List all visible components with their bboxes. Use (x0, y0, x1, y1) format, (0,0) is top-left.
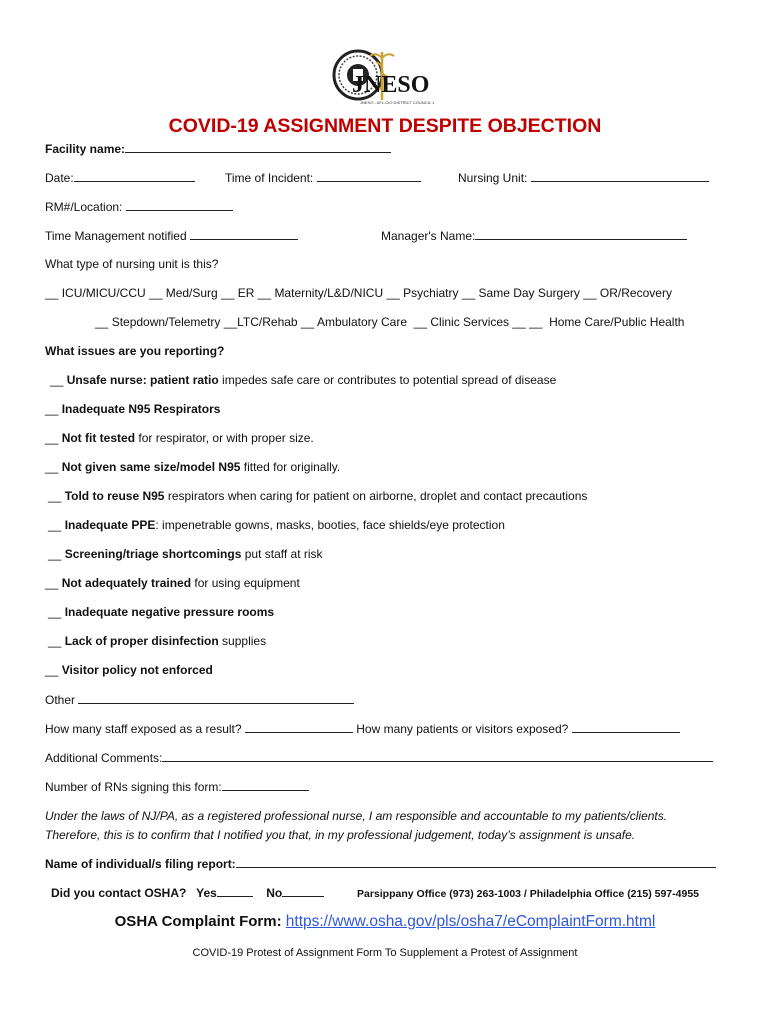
unit-option[interactable]: Clinic Services (430, 315, 510, 329)
unit-options-row-2: __ Stepdown/Telemetry __LTC/Rehab __ Ambulatory Care __ Clinic Services __ __ Home Care/Public Health (95, 315, 685, 329)
statement-line-2: Therefore, this is to confirm that I notified you that, in my professional judgement, today’s assignment is unsafe. (45, 828, 636, 842)
date-field[interactable] (74, 170, 195, 182)
issues-heading: What issues are you reporting? (45, 344, 225, 358)
footer-text: COVID-19 Protest of Assignment Form To Supplement a Protest of Assignment (192, 947, 578, 959)
staff-exposed-label: How many staff exposed as a result? (45, 722, 242, 736)
statement-line-1: Under the laws of NJ/PA, as a registered professional nurse, I am responsible and accountable to my patients/clients. (45, 809, 668, 823)
time-of-incident-label: Time of Incident: (225, 171, 314, 185)
issue-item[interactable]: __ Lack of proper disinfection supplies (48, 634, 267, 648)
managers-name-row (381, 228, 687, 244)
additional-comments-field[interactable] (162, 750, 713, 762)
date-row (45, 170, 195, 186)
filing-name-field[interactable] (236, 856, 716, 868)
other-field[interactable] (78, 692, 354, 704)
nursing-unit-row (458, 170, 709, 186)
issue-item[interactable]: __ Not adequately trained for using equipment (45, 576, 300, 590)
facility-name-field[interactable] (125, 141, 391, 153)
no-field[interactable] (282, 885, 324, 897)
issue-item[interactable]: __ Not given same size/model N95 fitted for originally. (45, 460, 341, 474)
rm-location-field[interactable] (126, 199, 233, 211)
time-of-incident-row (225, 170, 421, 186)
issue-item[interactable]: __ Inadequate PPE: impenetrable gowns, masks, booties, face shields/eye protection (48, 518, 505, 532)
yes-field[interactable] (217, 885, 253, 897)
issue-item[interactable]: __ Inadequate N95 Respirators (45, 402, 221, 416)
unit-option[interactable]: Home Care/Public Health (549, 315, 685, 329)
time-management-label: Time Management notified (45, 229, 187, 243)
unit-options-row-1: __ ICU/MICU/CCU __ Med/Surg __ ER __ Maternity/L&D/NICU __ Psychiatry __ Same Day Surgery __ OR/Recovery (45, 286, 672, 300)
time-of-incident-field[interactable] (317, 170, 421, 182)
filing-name-label: Name of individual/s filing report: (45, 857, 236, 871)
date-label: Date: (45, 171, 74, 185)
issue-item[interactable]: __ Visitor policy not enforced (45, 663, 213, 677)
additional-comments-label: Additional Comments: (45, 751, 163, 765)
managers-name-field[interactable] (475, 228, 687, 240)
form-title: COVID-19 ASSIGNMENT DESPITE OBJECTION (168, 115, 602, 137)
patients-exposed-label: How many patients or visitors exposed? (356, 722, 569, 736)
contact-osha-row (51, 885, 324, 901)
office-phones: Parsippany Office (973) 263-1003 / Philadelphia Office (215) 597-4955 (357, 888, 699, 900)
other-label: Other (45, 693, 76, 707)
other-row (45, 692, 354, 708)
additional-comments-row (45, 750, 713, 766)
rm-location-row (45, 199, 233, 215)
rns-signing-label: Number of RNs signing this form: (45, 780, 222, 794)
unit-option[interactable]: ICU/MICU/CCU (61, 286, 146, 300)
staff-exposed-field[interactable] (245, 721, 353, 733)
issue-item[interactable]: __ Told to reuse N95 respirators when caring for patient on airborne, droplet and contact precautions (48, 489, 588, 503)
issue-item[interactable]: __ Inadequate negative pressure rooms (48, 605, 275, 619)
unit-option[interactable]: Med/Surg (165, 286, 218, 300)
time-management-field[interactable] (190, 228, 298, 240)
unit-option[interactable]: Stepdown/Telemetry (111, 315, 221, 329)
issue-item[interactable]: __ Not fit tested for respirator, or with proper size. (45, 431, 314, 445)
unit-option[interactable]: LTC/Rehab (237, 315, 298, 329)
yes-label: Yes (196, 886, 217, 900)
logo-subtext: JNESO - AFL-CIO DISTRICT COUNCIL 1 (360, 100, 435, 105)
osha-complaint-row (0, 912, 770, 932)
unit-option[interactable]: Maternity/L&D/NICU (274, 286, 384, 300)
nursing-unit-label: Nursing Unit: (458, 171, 528, 185)
managers-name-label: Manager's Name: (381, 229, 476, 243)
contact-osha-label: Did you contact OSHA? (51, 886, 187, 900)
facility-name-row (45, 141, 391, 157)
no-label: No (266, 886, 283, 900)
rm-location-label: RM#/Location: (45, 200, 123, 214)
unit-question: What type of nursing unit is this? (45, 257, 219, 271)
rns-signing-row (45, 779, 309, 795)
nursing-unit-field[interactable] (531, 170, 709, 182)
time-management-row (45, 228, 298, 244)
rns-signing-field[interactable] (222, 779, 309, 791)
unit-option[interactable]: OR/Recovery (599, 286, 672, 300)
osha-complaint-link[interactable]: https://www.osha.gov/pls/osha7/eComplaintForm.html (285, 913, 656, 930)
logo-wordmark: JNESO (352, 72, 430, 98)
unit-option[interactable]: Same Day Surgery (478, 286, 580, 300)
osha-complaint-label: OSHA Complaint Form: (114, 913, 282, 930)
facility-name-label: Facility name: (45, 142, 126, 156)
unit-option[interactable]: Psychiatry (403, 286, 459, 300)
exposure-row (45, 721, 680, 737)
issue-item[interactable]: __ Unsafe nurse: patient ratio impedes safe care or contributes to potential spread of disease (50, 373, 557, 387)
unit-option[interactable]: ER (237, 286, 255, 300)
patients-exposed-field[interactable] (572, 721, 680, 733)
jneso-logo (320, 48, 446, 110)
unit-option[interactable]: Ambulatory Care (316, 315, 407, 329)
filing-name-row (45, 856, 716, 872)
issue-item[interactable]: __ Screening/triage shortcomings put staff at risk (48, 547, 323, 561)
